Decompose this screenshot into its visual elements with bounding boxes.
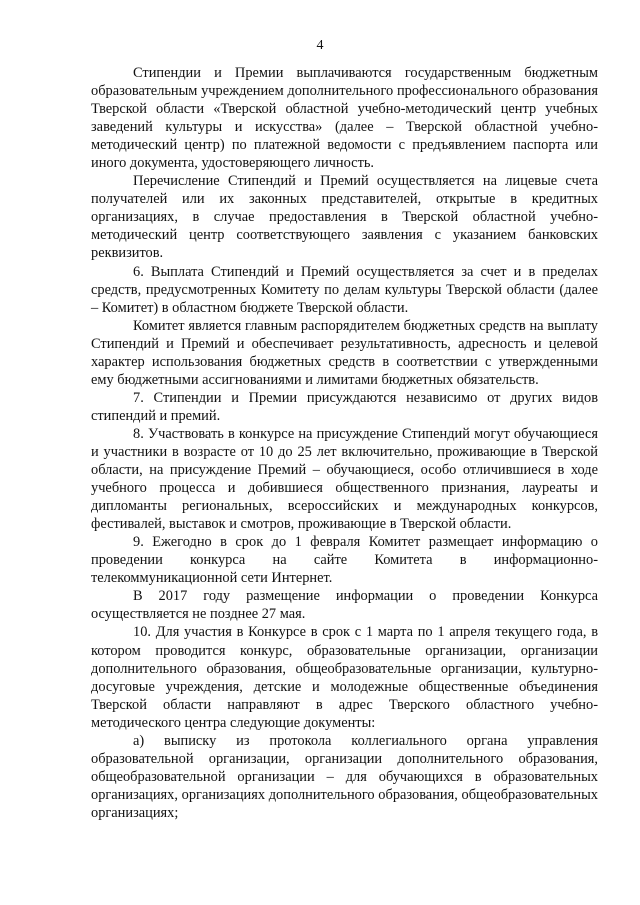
paragraph-item-7: 7. Стипендии и Премии присуждаются независимо от других видов стипендий и премий. [91,389,598,424]
paragraph-payment-procedure: Стипендии и Премии выплачиваются государственным бюджетным образовательным учреждением дополнительного профессионального образования Тверской области «Тверской областной учебно-методический центр учебных заведений культуры и искусства» (далее – Тверской областной учебно-методический центр) по платежной ведомости с предъявлением паспорта или иного документа, удостоверяющего личность. [91,65,598,172]
paragraph-item-9: 9. Ежегодно в срок до 1 февраля Комитет размещает информацию о проведении конкурса на сайте Комитета в информационно-телекоммуникационной сети Интернет. [91,534,598,587]
paragraph-bank-transfer: Перечисление Стипендий и Премий осуществляется на лицевые счета получателей или их законных представителей, открытые в кредитных организациях, в случае предоставления в Тверской областной учебно-методический центр соответствующего заявления с указанием банковских реквизитов. [91,173,598,262]
paragraph-item-10a: а) выписку из протокола коллегиального органа управления образовательной организации, организации дополнительного образования, общеобразовательной организации – для обучающихся в образовательных организациях, организациях дополнительного образования, общеобразовательных организациях; [91,732,598,821]
page-number: 4 [316,38,324,53]
paragraph-2017-note: В 2017 году размещение информации о проведении Конкурса осуществляется не позднее 27 мая. [91,588,598,623]
paragraph-item-6: 6. Выплата Стипендий и Премий осуществляется за счет и в пределах средств, предусмотренных Комитету по делам культуры Тверской области (далее – Комитет) в областном бюджете Тверской области. [91,263,598,316]
document-body [91,64,598,822]
paragraph-committee-role: Комитет является главным распорядителем бюджетных средств на выплату Стипендий и Премий и обеспечивает результативность, адресность и целевой характер использования бюджетных средств в соответствии с утвержденными ему бюджетными ассигнованиями и лимитами бюджетных обязательств. [91,317,598,388]
paragraph-item-8: 8. Участвовать в конкурсе на присуждение Стипендий могут обучающиеся и участники в возрасте от 10 до 25 лет включительно, проживающие в Тверской области, на присуждение Премий – обучающиеся, особо отличившиеся в ходе учебного процесса и добившиеся общественного признания, лауреаты и дипломанты региональных, всероссийских и международных конкурсов, фестивалей, выставок и смотров, проживающие в Тверской области. [91,425,598,533]
paragraph-item-10: 10. Для участия в Конкурсе в срок с 1 марта по 1 апреля текущего года, в котором проводится конкурс, образовательные организации, организации дополнительного образования, общеобразовательные организации, культурно-досуговые учреждения, детские и молодежные общественные объединения Тверской области направляют в адрес Тверского областного учебно-методического центра следующие документы: [91,624,598,731]
